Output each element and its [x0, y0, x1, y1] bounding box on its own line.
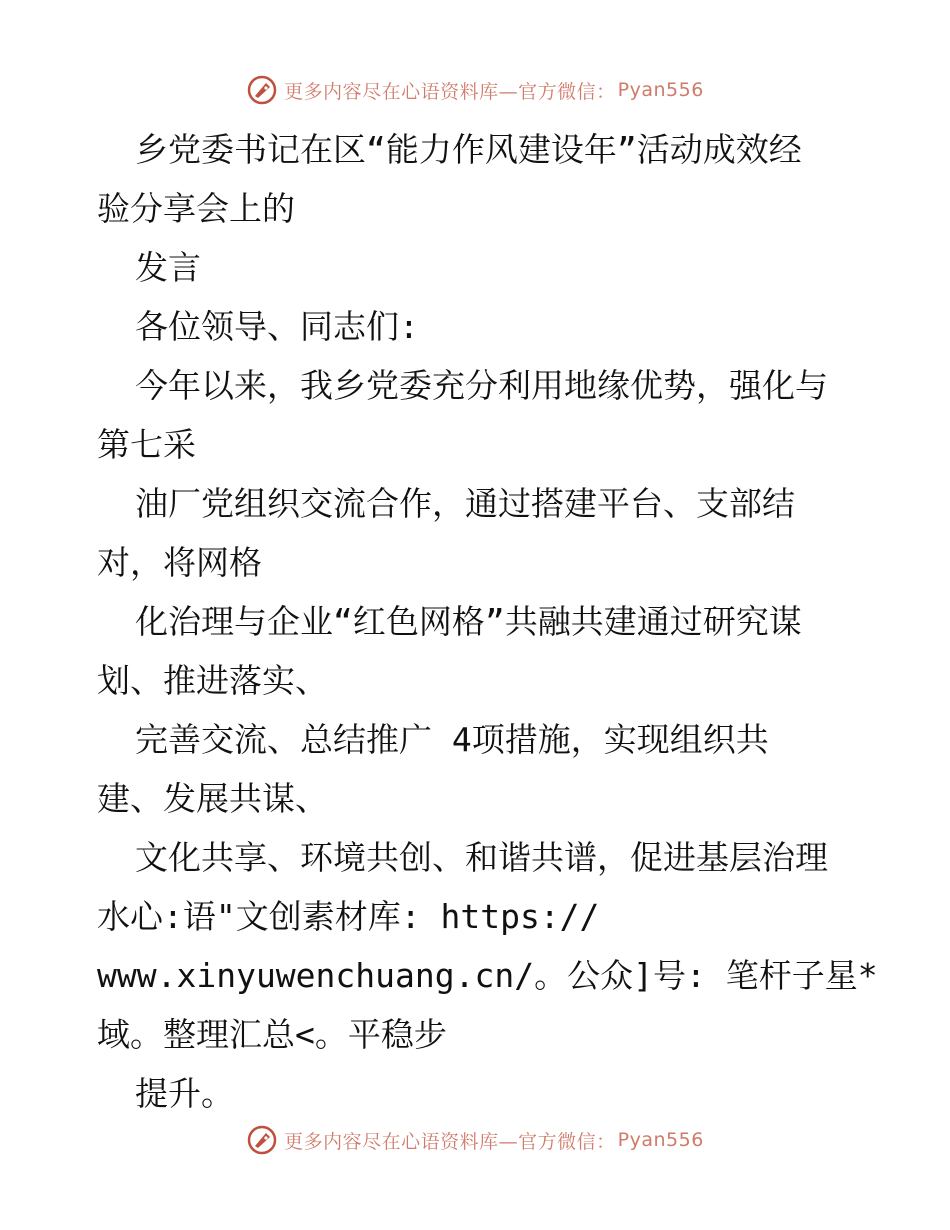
text-line: 各位领导、同志们:	[135, 307, 419, 346]
text-line: 完善交流、总结推广 4项措施，实现组织共	[135, 720, 769, 759]
text-line: 化治理与企业“红色网格”共融共建通过研究谋	[135, 602, 802, 641]
pen-nib-circle-icon	[246, 74, 278, 106]
text-line: 对，将网格	[97, 543, 262, 582]
text-line: 水心:语"文创素材库: https://	[97, 897, 600, 936]
text-line: 发言	[135, 248, 201, 287]
header-watermark	[0, 74, 950, 106]
text-line: www.xinyuwenchuang.cn/。公众]号: 笔杆子星*	[97, 956, 878, 995]
document-body	[97, 120, 878, 1123]
watermark-text: 更多内容尽在心语资料库—官方微信：	[284, 1130, 616, 1153]
watermark-wechat-id: Pyan556	[617, 79, 704, 101]
text-line: 油厂党组织交流合作，通过搭建平台、支部结	[135, 484, 795, 523]
text-line: 验分享会上的	[97, 189, 295, 228]
text-line: 建、发展共谋、	[97, 779, 328, 818]
watermark-text: 更多内容尽在心语资料库—官方微信：	[284, 80, 616, 103]
text-line: 今年以来，我乡党委充分利用地缘优势，强化与	[135, 366, 828, 405]
text-line: 划、推进落实、	[97, 661, 328, 700]
pen-nib-circle-icon	[246, 1124, 278, 1156]
text-line: 乡党委书记在区“能力作风建设年”活动成效经	[135, 130, 802, 169]
text-line: 提升。	[135, 1074, 234, 1113]
text-line: 文化共享、环境共创、和谐共谱，促进基层治理	[135, 838, 828, 877]
text-line: 域。整理汇总<。平稳步	[97, 1015, 447, 1054]
footer-watermark	[0, 1124, 950, 1156]
text-line: 第七采	[97, 425, 196, 464]
watermark-wechat-id: Pyan556	[617, 1129, 704, 1151]
